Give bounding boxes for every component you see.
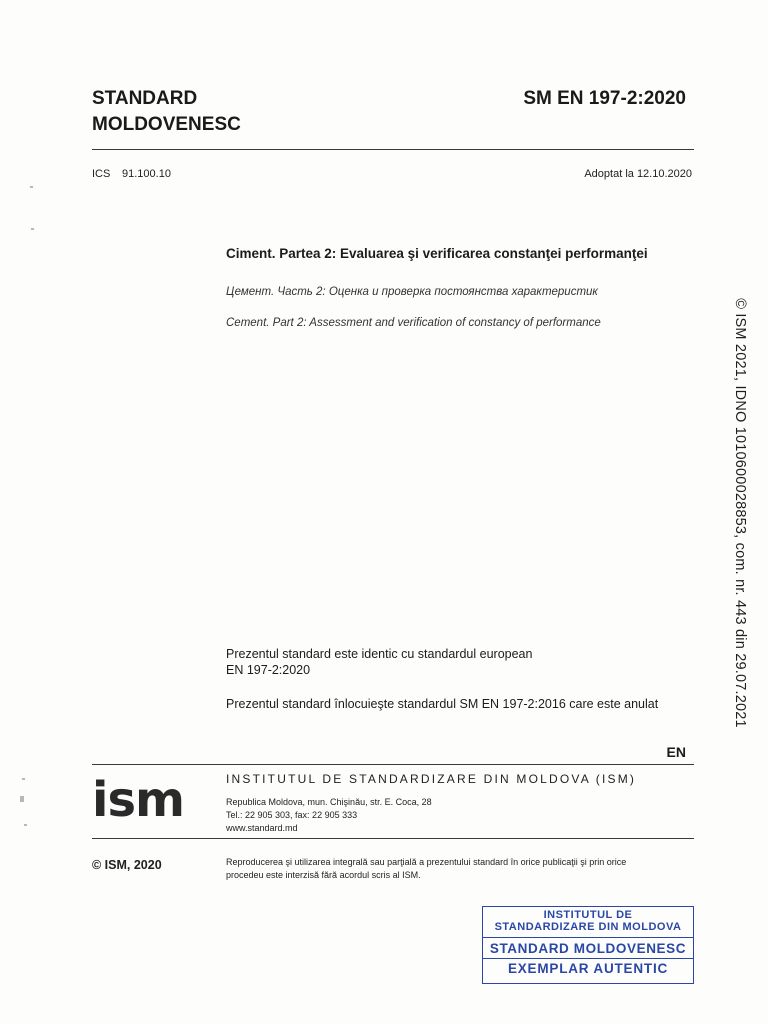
reproduction-notice — [226, 856, 696, 882]
scan-speck — [20, 796, 24, 802]
institute-phone: Tel.: 22 905 303, fax: 22 905 333 — [226, 810, 358, 820]
authentic-copy-stamp — [482, 906, 694, 984]
document-type-label — [92, 86, 241, 138]
language-code: EN — [666, 744, 686, 760]
standard-code: SM EN 197-2:2020 — [523, 88, 686, 109]
copyright-side-note — [726, 298, 754, 728]
ics-label: ICS — [92, 168, 111, 180]
reproduction-line2: procedeu este interzisă fără acordul scris al ISM. — [226, 870, 421, 880]
institute-website: www.standard.md — [226, 823, 298, 833]
identical-line2: EN 197-2:2020 — [226, 663, 311, 677]
title-romanian: Ciment. Partea 2: Evaluarea şi verificarea constanţei performanţei — [226, 246, 648, 261]
copyright-side-text: © ISM 2021, IDNO 1010600028853, com. nr. 443 din 29.07.2021 — [732, 298, 748, 728]
title-russian: Цемент. Часть 2: Оценка и проверка постоянства характеристик — [226, 286, 598, 298]
document-type-line1: STANDARD — [92, 88, 198, 109]
ics-value: 91.100.10 — [122, 168, 171, 180]
document-type-line2: MOLDOVENESC — [92, 114, 241, 135]
scan-speck — [30, 186, 33, 188]
ism-logo: ism — [92, 772, 185, 828]
replaces-statement: Prezentul standard înlocuieşte standardul SM EN 197-2:2016 care este anulat — [226, 697, 659, 711]
reproduction-line1: Reproducerea şi utilizarea integrală sau parţială a prezentului standard în orice publicaţii şi prin orice — [226, 857, 627, 867]
institute-name: INSTITUTUL DE STANDARDIZARE DIN MOLDOVA (ISM) — [226, 772, 637, 786]
stamp-line4: EXEMPLAR AUTENTIC — [483, 958, 693, 976]
title-english: Cement. Part 2: Assessment and verification of constancy of performance — [226, 317, 601, 329]
stamp-line2: STANDARDIZARE DIN MOLDOVA — [494, 921, 682, 933]
institute-divider-top — [92, 764, 694, 765]
header-divider — [92, 149, 694, 150]
identical-statement — [226, 646, 532, 678]
scan-speck — [24, 824, 27, 826]
stamp-line1: INSTITUTUL DE — [543, 909, 633, 921]
institute-address: Republica Moldova, mun. Chişinău, str. E. Coca, 28 — [226, 797, 432, 807]
stamp-line3: STANDARD MOLDOVENESC — [483, 937, 693, 956]
institute-divider-bottom — [92, 838, 694, 839]
scan-speck — [22, 778, 25, 780]
copyright-notice: © ISM, 2020 — [92, 858, 162, 872]
adoption-date: Adoptat la 12.10.2020 — [584, 168, 692, 180]
identical-line1: Prezentul standard este identic cu standardul european — [226, 647, 533, 661]
scan-speck — [31, 228, 34, 230]
